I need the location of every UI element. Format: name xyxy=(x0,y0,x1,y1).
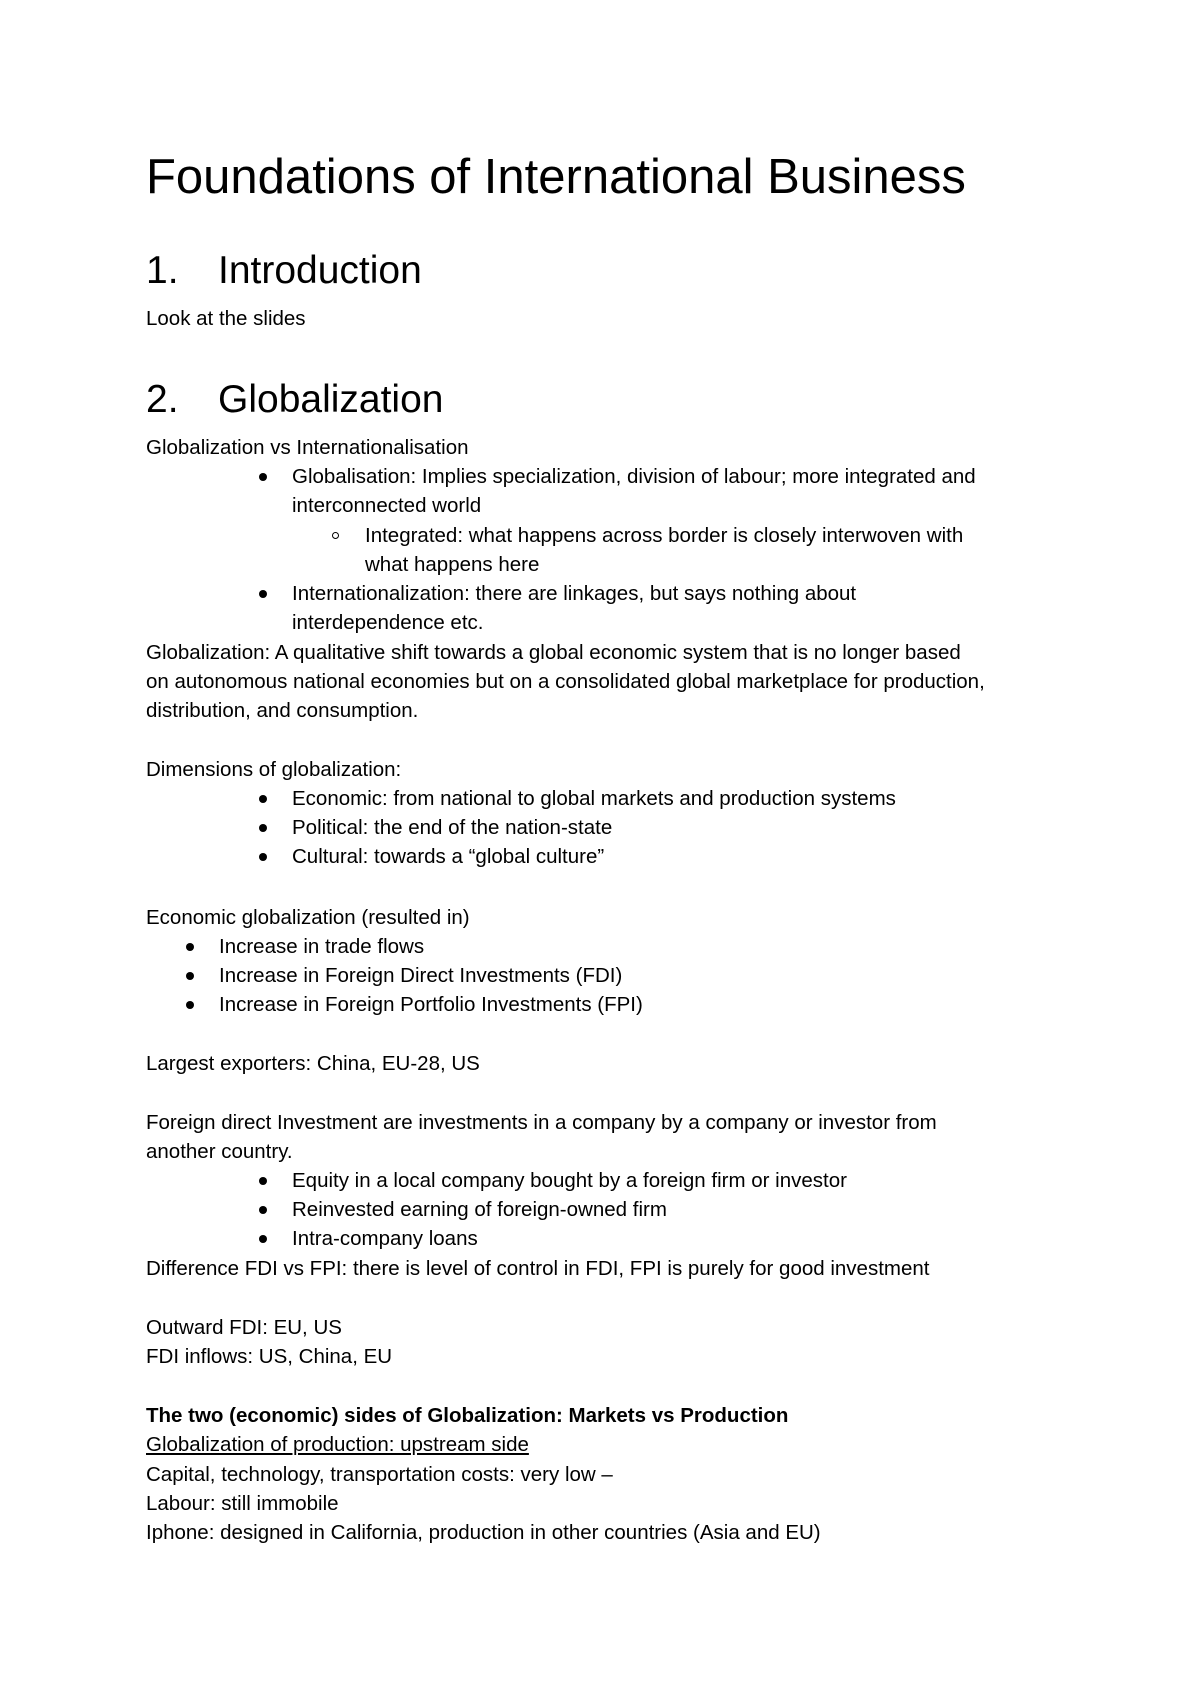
definition-line: on autonomous national economies but on a consolidated global marketplace for production, xyxy=(146,670,985,693)
definition-line: Globalization: A qualitative shift towards a global economic system that is no longer based xyxy=(146,641,961,664)
list-item: Increase in trade flows xyxy=(219,935,425,958)
bullet-icon xyxy=(259,853,267,861)
bullet-icon xyxy=(259,795,267,803)
fdi-difference: Difference FDI vs FPI: there is level of control in FDI, FPI is purely for good investment xyxy=(146,1257,930,1280)
hollow-bullet-icon xyxy=(332,532,339,539)
list-item-globalisation: Globalisation: Implies specialization, division of labour; more integrated and xyxy=(292,465,976,488)
bullet-icon xyxy=(186,943,194,951)
fdi-definition: Foreign direct Investment are investments in a company by a company or investor from xyxy=(146,1111,937,1134)
bullet-icon xyxy=(259,473,267,481)
list-item-globalisation-cont: interconnected world xyxy=(292,494,482,517)
list-item-internationalization-cont: interdependence etc. xyxy=(292,611,484,634)
list-item: Equity in a local company bought by a foreign firm or investor xyxy=(292,1169,847,1192)
list-item: Political: the end of the nation-state xyxy=(292,816,613,839)
list-item: Intra-company loans xyxy=(292,1227,478,1250)
list-item: Reinvested earning of foreign-owned firm xyxy=(292,1198,667,1221)
production-line: Iphone: designed in California, production in other countries (Asia and EU) xyxy=(146,1521,821,1544)
dimensions-label: Dimensions of globalization: xyxy=(146,758,402,781)
bullet-icon xyxy=(186,972,194,980)
glob-vs-int-label: Globalization vs Internationalisation xyxy=(146,436,469,459)
list-item-integrated: Integrated: what happens across border is closely interwoven with xyxy=(365,524,964,547)
fdi-inflows: FDI inflows: US, China, EU xyxy=(146,1345,393,1368)
section-number: 1. xyxy=(146,249,179,292)
section-number: 2. xyxy=(146,378,179,421)
bullet-icon xyxy=(259,1235,267,1243)
section-heading-globalization xyxy=(146,377,443,423)
section-title: Globalization xyxy=(218,378,444,421)
list-item-internationalization: Internationalization: there are linkages, but says nothing about xyxy=(292,582,857,605)
definition-line: distribution, and consumption. xyxy=(146,699,419,722)
bullet-icon xyxy=(259,590,267,598)
bullet-icon xyxy=(259,1206,267,1214)
bullet-icon xyxy=(259,824,267,832)
document-title: Foundations of International Business xyxy=(146,150,966,204)
list-item: Increase in Foreign Direct Investments (FDI) xyxy=(219,964,623,987)
section-heading-introduction xyxy=(146,248,422,294)
two-sides-heading: The two (economic) sides of Globalization: Markets vs Production xyxy=(146,1404,789,1427)
production-line: Labour: still immobile xyxy=(146,1492,339,1515)
list-item: Cultural: towards a “global culture” xyxy=(292,845,605,868)
fdi-definition-cont: another country. xyxy=(146,1140,293,1163)
list-item: Economic: from national to global markets and production systems xyxy=(292,787,896,810)
list-item-integrated-cont: what happens here xyxy=(365,553,540,576)
outward-fdi: Outward FDI: EU, US xyxy=(146,1316,342,1339)
bullet-icon xyxy=(259,1177,267,1185)
production-line: Capital, technology, transportation costs: very low – xyxy=(146,1463,613,1486)
bullet-icon xyxy=(186,1001,194,1009)
intro-text: Look at the slides xyxy=(146,307,306,330)
production-subheading: Globalization of production: upstream side xyxy=(146,1433,529,1456)
largest-exporters: Largest exporters: China, EU-28, US xyxy=(146,1052,480,1075)
list-item: Increase in Foreign Portfolio Investments (FPI) xyxy=(219,993,643,1016)
section-title: Introduction xyxy=(218,249,422,292)
economic-label: Economic globalization (resulted in) xyxy=(146,906,470,929)
